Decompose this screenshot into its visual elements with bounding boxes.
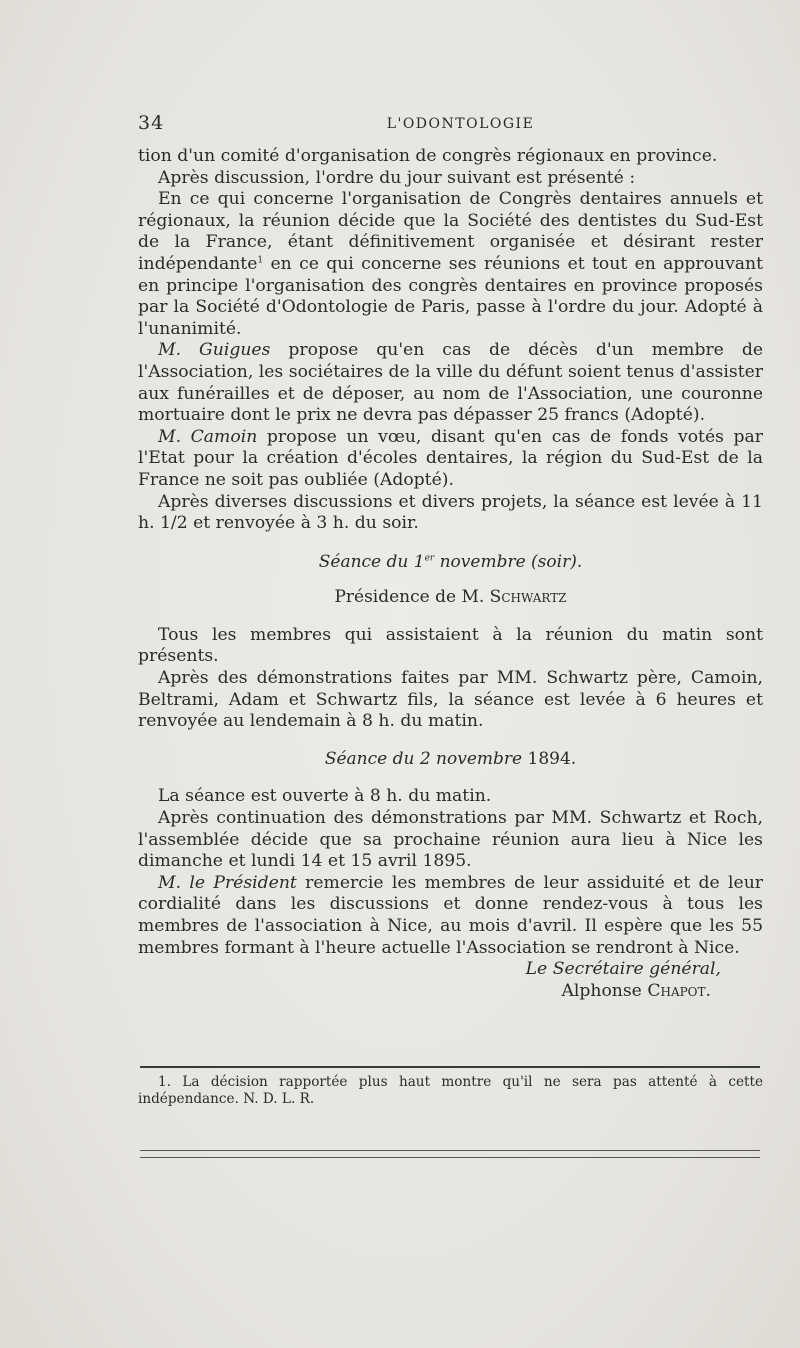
footnote-divider xyxy=(140,1066,760,1068)
running-title: L'ODONTOLOGIE xyxy=(386,116,535,132)
speaker-name: M. Guigues xyxy=(158,340,271,361)
body-text xyxy=(138,146,763,1002)
paragraph-continuation: tion d'un comité d'organisation de congrès régionaux en province. xyxy=(138,146,718,166)
paragraph-camoin: M. Camoin propose un vœu, disant qu'en cas de fonds votés par l'Etat pour la création d'écoles dentaires, la région du Sud-Est de la France ne soit pas oubliée (Adopté). xyxy=(138,426,764,490)
paragraph-guigues: M. Guigues propose qu'en cas de décès d'un membre de l'Association, les sociétaires de la ville du défunt soient tenus d'assister aux funérailles et de déposer, au nom de l'Association, une couronne mortuaire dont le prix ne devra pas dépasser 25 francs (Adopté). xyxy=(138,340,763,426)
paragraph: Tous les membres qui assistaient à la réunion du matin sont présents. xyxy=(138,624,763,667)
section-heading: Séance du 1er novembre (soir). xyxy=(318,551,583,572)
signature-name: Alphonse Chapot. xyxy=(561,980,711,1001)
paragraph: Après continuation des démonstrations par MM. Schwartz et Roch, l'assemblée décide que sa prochaine réunion aura lieu à Nice les dimanche et lundi 14 et 15 avril 1895. xyxy=(138,808,763,872)
paragraph-congres: En ce qui concerne l'organisation de Congrès dentaires annuels et régionaux, la réunion décide que la Société des dentistes du Sud-Est de la France, étant définitivement organisée et désirant rester indépendante$^1$ en ce qui concerne ses réunions et tout en approuvant en principe l'organisation des congrès dentaires en province proposés par la Société d'Odontologie de Paris, passe à l'ordre du jour. Adopté à l'unanimité. xyxy=(138,189,763,339)
footnote: 1. La décision rapportée plus haut montre qu'il ne sera pas attenté à cette indépendance. N. D. L. R. xyxy=(138,1074,763,1107)
signature-title: Le Secrétaire général, xyxy=(525,959,721,980)
footnote-marker: 1 xyxy=(257,255,264,266)
paragraph: Après diverses discussions et divers projets, la séance est levée à 11 h. 1/2 et renvoyée à 3 h. du soir. xyxy=(138,491,763,534)
speaker-name: M. le Président xyxy=(158,872,297,893)
speaker-name: M. Camoin xyxy=(158,426,258,447)
paragraph: La séance est ouverte à 8 h. du matin. xyxy=(158,786,492,807)
page-header xyxy=(138,112,763,138)
paragraph: Après discussion, l'ordre du jour suivant est présenté : xyxy=(158,167,636,188)
paragraph-president: M. le Président remercie les membres de leur assiduité et de leur cordialité dans les discussions et donne rendez-vous à tous les membres de l'association à Nice, au mois d'avril. Il espère que les 55 membres formant à l'heure actuelle l'Association se rendront à Nice. xyxy=(138,872,764,958)
presidence-line: Présidence de M. Schwartz xyxy=(334,587,567,608)
paragraph: Après des démonstrations faites par MM. Schwartz père, Camoin, Beltrami, Adam et Schwartz fils, la séance est levée à 6 heures et renvoyée au lendemain à 8 h. du matin. xyxy=(138,668,763,732)
section-heading: Séance du 2 novembre 1894. xyxy=(324,748,577,769)
page-number: 34 xyxy=(138,112,165,134)
bottom-double-rule xyxy=(140,1150,760,1158)
